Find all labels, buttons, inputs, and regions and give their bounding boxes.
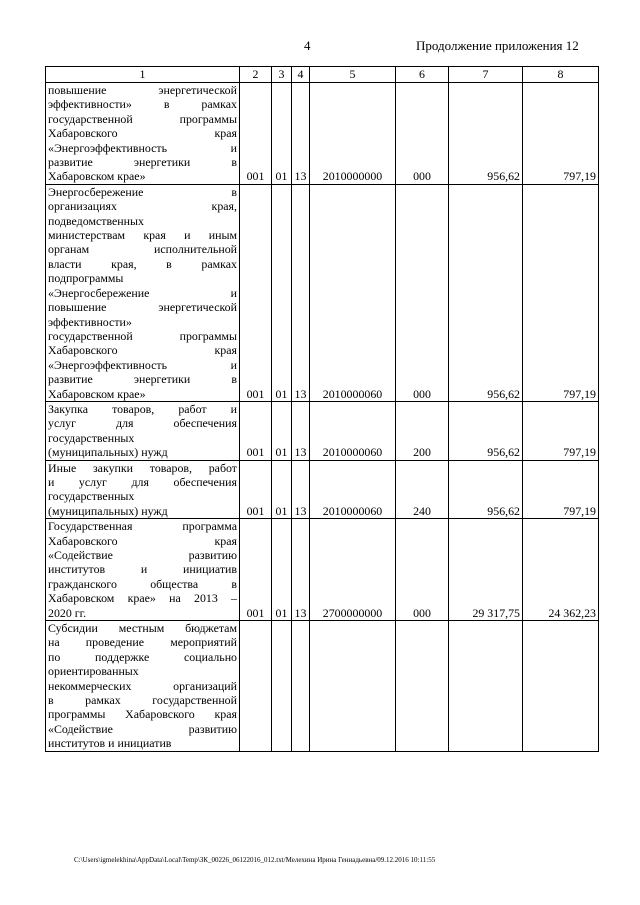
executed-amount: 797,19	[523, 184, 599, 401]
target-article-code: 2700000000	[310, 519, 396, 621]
row-description	[46, 83, 240, 185]
description-line: эффективности»	[48, 314, 132, 329]
column-header: 3	[272, 67, 292, 83]
description-line: «Энергосбережение и	[48, 285, 237, 300]
column-header: 4	[292, 67, 310, 83]
table-row	[46, 184, 599, 401]
table-row	[46, 621, 599, 752]
target-article-code: 2010000060	[310, 460, 396, 519]
target-article-code: 2010000060	[310, 401, 396, 460]
footer-file-path: C:\Users\igmelekhina\AppData\Local\Temp\ЗК_00226_06122016_012.txt/Мелехина Ирина Геннадьевна/09.12.2016 10:11:55	[74, 856, 436, 864]
executed-amount: 797,19	[523, 83, 599, 185]
expense-type-code: 240	[396, 460, 449, 519]
description-line: институтов и инициатив	[48, 562, 237, 577]
description-line: эффективности» в рамках	[48, 97, 237, 112]
column-header: 5	[310, 67, 396, 83]
target-article-code: 2010000000	[310, 83, 396, 185]
description-line: гражданского общества в	[48, 576, 237, 591]
subsection-code	[292, 621, 310, 752]
description-line: повышение энергетической	[48, 83, 237, 97]
table-row	[46, 519, 599, 621]
page-number: 4	[304, 38, 311, 53]
description-line: органам исполнительной	[48, 242, 237, 257]
description-line: 2020 гг.	[48, 605, 87, 620]
description-line: Субсидии местным бюджетам	[48, 621, 237, 636]
department-code: 001	[240, 519, 272, 621]
row-description	[46, 184, 240, 401]
column-header: 2	[240, 67, 272, 83]
description-line: государственной программы	[48, 328, 237, 343]
target-article-code	[310, 621, 396, 752]
description-line: власти края, в рамках	[48, 256, 237, 271]
planned-amount: 956,62	[449, 460, 523, 519]
row-description	[46, 519, 240, 621]
subsection-code: 13	[292, 184, 310, 401]
description-line: по поддержке социально	[48, 649, 237, 664]
subsection-code: 13	[292, 401, 310, 460]
section-code: 01	[272, 401, 292, 460]
planned-amount: 956,62	[449, 184, 523, 401]
description-line: Хабаровском крае»	[48, 169, 146, 184]
table-row	[46, 401, 599, 460]
expense-type-code: 000	[396, 519, 449, 621]
department-code: 001	[240, 401, 272, 460]
description-line: подпрограммы	[48, 271, 124, 286]
department-code: 001	[240, 460, 272, 519]
table-body	[46, 83, 599, 752]
section-code	[272, 621, 292, 752]
description-line: на проведение мероприятий	[48, 635, 237, 650]
planned-amount: 956,62	[449, 401, 523, 460]
description-line: институтов и инициатив	[48, 736, 172, 751]
department-code	[240, 621, 272, 752]
description-line: государственных	[48, 430, 135, 445]
description-line: и услуг для обеспечения	[48, 474, 237, 489]
description-line: Иные закупки товаров, работ	[48, 460, 237, 475]
row-description	[46, 401, 240, 460]
description-line: государственной программы	[48, 111, 237, 126]
subsection-code: 13	[292, 519, 310, 621]
table-header-row	[46, 67, 599, 83]
description-line: Хабаровского края	[48, 126, 237, 141]
column-header: 6	[396, 67, 449, 83]
subsection-code: 13	[292, 460, 310, 519]
description-line: подведомственных	[48, 213, 144, 228]
executed-amount	[523, 621, 599, 752]
section-code: 01	[272, 184, 292, 401]
description-line: организациях края,	[48, 199, 237, 214]
description-line: «Содействие развитию	[48, 721, 237, 736]
column-header: 7	[449, 67, 523, 83]
description-line: Энергосбережение в	[48, 184, 237, 199]
description-line: Хабаровского края	[48, 533, 237, 548]
department-code: 001	[240, 83, 272, 185]
description-line: Хабаровском крае»	[48, 386, 146, 401]
table-row	[46, 83, 599, 185]
planned-amount	[449, 621, 523, 752]
expense-type-code: 000	[396, 184, 449, 401]
expense-type-code: 200	[396, 401, 449, 460]
description-line: некоммерческих организаций	[48, 678, 237, 693]
description-line: «Энергоэффективность и	[48, 357, 237, 372]
budget-table	[45, 66, 599, 752]
column-header: 1	[46, 67, 240, 83]
executed-amount: 797,19	[523, 401, 599, 460]
expense-type-code	[396, 621, 449, 752]
description-line: повышение энергетической	[48, 300, 237, 315]
executed-amount: 24 362,23	[523, 519, 599, 621]
description-line: «Содействие развитию	[48, 548, 237, 562]
description-line: в рамках государственной	[48, 693, 237, 708]
description-line: Государственная программа	[48, 519, 237, 534]
planned-amount: 29 317,75	[449, 519, 523, 621]
description-line: программы Хабаровского края	[48, 707, 237, 722]
section-code: 01	[272, 519, 292, 621]
table-row	[46, 460, 599, 519]
row-description	[46, 621, 240, 752]
description-line: (муниципальных) нужд	[48, 503, 168, 518]
row-description	[46, 460, 240, 519]
expense-type-code: 000	[396, 83, 449, 185]
description-line: Закупка товаров, работ и	[48, 401, 237, 416]
description-line: министерствам края и иным	[48, 228, 237, 243]
column-header: 8	[523, 67, 599, 83]
section-code: 01	[272, 83, 292, 185]
planned-amount: 956,62	[449, 83, 523, 185]
section-code: 01	[272, 460, 292, 519]
description-line: Хабаровском крае» на 2013 –	[48, 591, 237, 606]
description-line: развитие энергетики в	[48, 372, 237, 387]
description-line: услуг для обеспечения	[48, 416, 237, 431]
description-line: (муниципальных) нужд	[48, 445, 168, 460]
target-article-code: 2010000060	[310, 184, 396, 401]
description-line: «Энергоэффективность и	[48, 140, 237, 155]
executed-amount: 797,19	[523, 460, 599, 519]
subsection-code: 13	[292, 83, 310, 185]
department-code: 001	[240, 184, 272, 401]
description-line: Хабаровского края	[48, 343, 237, 358]
description-line: государственных	[48, 489, 135, 504]
description-line: развитие энергетики в	[48, 155, 237, 170]
description-line: ориентированных	[48, 664, 139, 679]
appendix-note: Продолжение приложения 12	[416, 38, 579, 53]
